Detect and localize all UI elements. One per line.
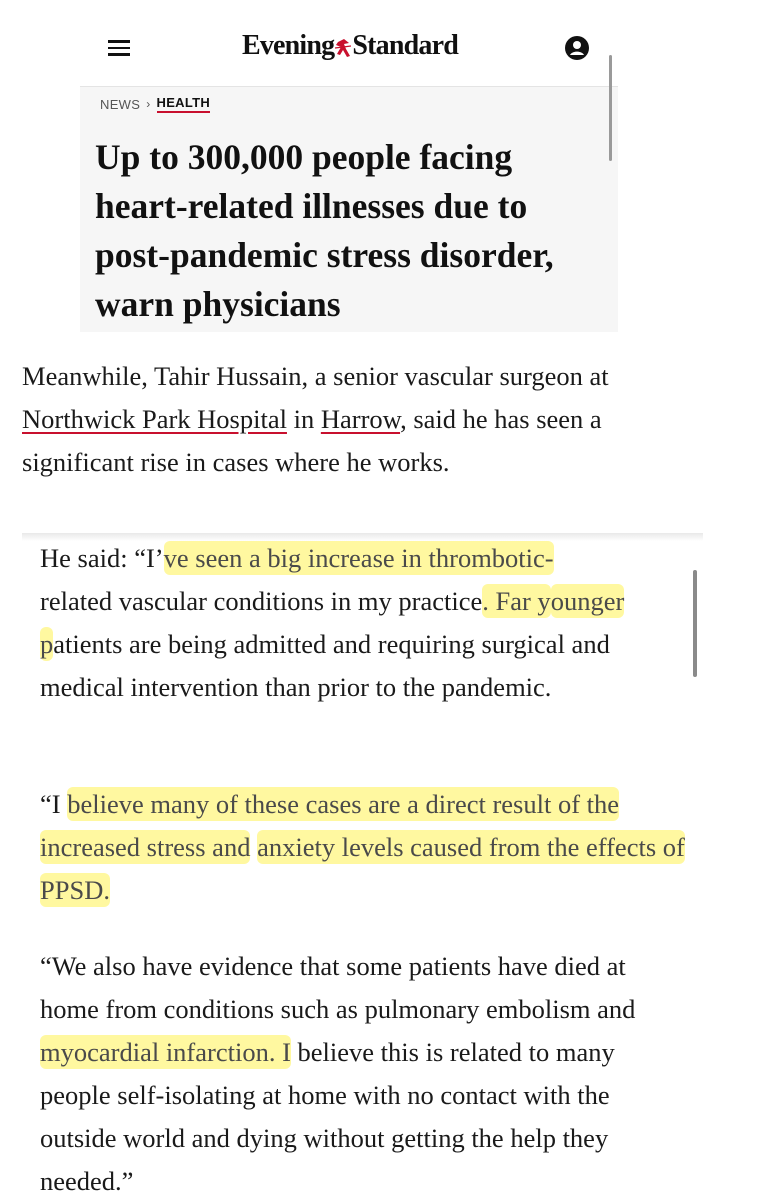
highlighted-text: anxiety levels caused from the effects of PPSD. [40,832,685,905]
quote-text: atients are being admitted and requiring surgical and medical intervention than prior to the pandemic. [40,629,610,702]
link-harrow[interactable]: Harrow [320,404,401,434]
quote-text: believe this is related to many people self-isolating at home with no contact with the outside world and dying without getting the help they needed.” [40,1037,615,1196]
eros-statue-logo-icon [335,35,351,57]
quote-paragraph [40,537,690,709]
paragraph-text: in [286,404,321,434]
highlighted-text: myocardial infarction. I [40,1037,291,1067]
account-icon[interactable] [564,35,590,61]
link-northwick-park-hospital[interactable]: Northwick Park Hospital [22,404,287,434]
paragraph-text: Meanwhile, Tahir Hussain, a senior vascular surgeon at [22,361,609,391]
breadcrumb-health[interactable]: HEALTH [157,95,211,113]
site-masthead [80,0,618,87]
quote-text: related vascular conditions in my practice [40,586,483,616]
highlighted-text: . Far y [482,586,551,616]
article-headline: Up to 300,000 people facing heart-related illnesses due to post-pandemic stress disorder, warn physicians [95,137,554,324]
highlighted-text: ounger p [40,586,625,659]
breadcrumb [100,95,210,113]
quote-text: “I [40,789,68,819]
quote-text: “We also have evidence that some patients have died at home from conditions such as pulmonary embolism and [40,951,636,1024]
highlighted-text: ve seen a big increase in thrombotic- [163,543,554,573]
article-paragraph [22,355,652,484]
logo-text-standard: Standard [352,30,459,61]
quote-text: He said: “I’ [40,543,164,573]
highlighted-text: believe many of these cases are a direct result of the increased stress and [40,789,620,862]
hamburger-menu-icon[interactable] [108,40,130,56]
site-logo[interactable] [222,29,478,63]
breadcrumb-news[interactable]: NEWS [100,96,141,112]
article-header-panel [80,0,618,332]
quote-paragraph [40,783,690,912]
logo-text-evening: Evening [241,30,335,61]
chevron-right-icon: › [146,97,151,111]
paragraph-text: , said he has seen a significant rise in cases where he works. [22,404,602,477]
scrollbar-thumb[interactable] [609,55,612,161]
scrollbar-thumb[interactable] [693,570,697,677]
quote-paragraph [40,945,690,1203]
